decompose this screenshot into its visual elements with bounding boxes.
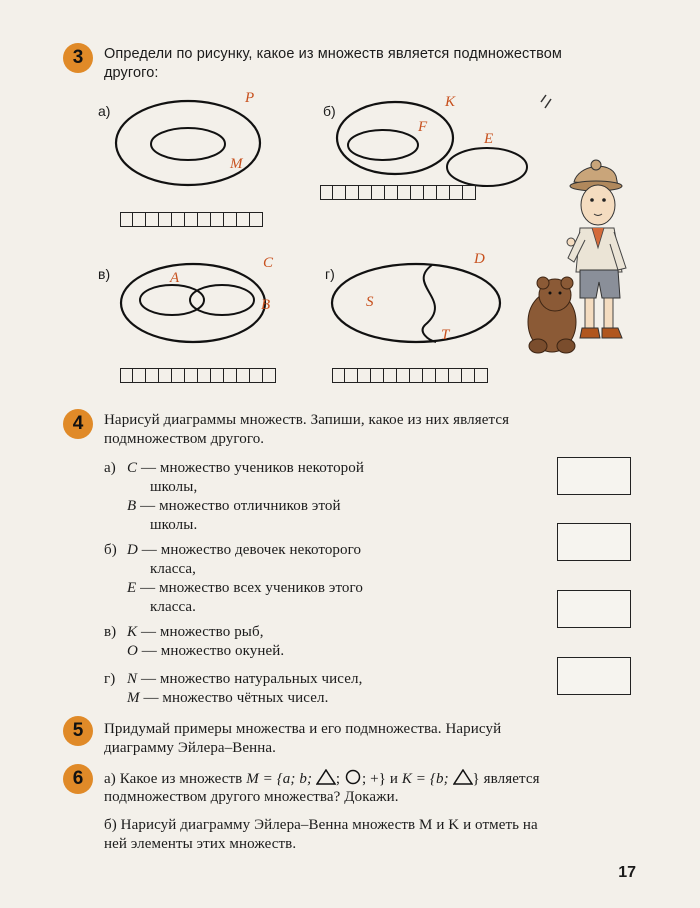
set-letter-g-outer: D (474, 251, 485, 267)
diagram-g-label: г) (325, 266, 335, 282)
task-4-item-v-line2: O — множество окуней. (127, 643, 285, 659)
set-letter-a-inner: M (230, 156, 243, 172)
diagram-v-outer-set (121, 264, 265, 342)
task-4-text-line1: Нарисуй диаграммы множеств. Запиши, какое из них является (104, 412, 510, 428)
task-4-item-g-line2: M — множество чётных чисел. (127, 690, 329, 706)
diagram-b-outer-set (337, 102, 453, 174)
task-4-answer-box-g[interactable] (557, 657, 631, 695)
answer-cells-b[interactable] (320, 185, 476, 200)
task-4-number: 4 (63, 409, 93, 439)
set-letter-v-left: A (170, 270, 180, 286)
task-6-a-line1: а) Какое из множеств M = {a; b; ; ; +} и K = {b; } является (104, 771, 540, 787)
task-4-item-b-line4: класса. (150, 599, 197, 615)
set-letter-v-right: B (261, 297, 271, 313)
set-letter-g-left: S (366, 294, 374, 310)
task-4-item-a-line2: школы, (150, 479, 198, 495)
task-4-item-b-line3: E — множество всех учеников этого (127, 580, 363, 596)
task-3-text-line2: другого: (104, 65, 159, 81)
answer-cells-v[interactable] (120, 368, 276, 383)
task-4-item-b-label: б) (104, 542, 117, 558)
task-4-item-v-label: в) (104, 624, 117, 640)
task-4-answer-box-a[interactable] (557, 457, 631, 495)
answer-cells-g[interactable] (332, 368, 488, 383)
set-letter-b-outer: K (445, 94, 456, 110)
task-4-item-a-line4: школы. (150, 517, 198, 533)
task-6-a-line2: подмножеством другого множества? Докажи. (104, 789, 399, 805)
task-4-item-b-line1: D — множество девочек некоторого (127, 542, 362, 558)
set-letter-v-outer: C (263, 255, 274, 271)
task-4-answer-box-b[interactable] (557, 523, 631, 561)
diagram-a-label: а) (98, 103, 111, 119)
task-4-item-a-label: а) (104, 460, 116, 476)
set-letter-g-right: T (441, 327, 450, 343)
set-letter-b-other: E (484, 131, 494, 147)
task-3-text-line1: Определи по рисунку, какое из множеств является подмножеством (104, 46, 562, 62)
diagram-b-other-set (447, 148, 527, 186)
task-5-text-line2: диаграмму Эйлера–Венна. (104, 740, 277, 756)
task-4-item-g-line1: N — множество натуральных чисел, (127, 671, 363, 687)
task-4-item-g-label: г) (104, 671, 116, 687)
diagram-a-inner-set (151, 128, 225, 160)
task-4-item-v-line1: K — множество рыб, (127, 624, 264, 640)
task-4-item-a-line3: B — множество отличников этой (127, 498, 341, 514)
diagram-b-inner-set (348, 130, 418, 160)
task-4-item-b-line2: класса, (150, 561, 197, 577)
task-6-number: 6 (63, 764, 93, 794)
task-4-answer-box-v[interactable] (557, 590, 631, 628)
triangle-icon (453, 769, 473, 785)
diagram-v-right-set (190, 285, 254, 315)
circle-icon (344, 769, 362, 785)
task-3-number: 3 (63, 43, 93, 73)
task-6-b-line1: б) Нарисуй диаграмму Эйлера–Венна множеств M и K и отметь на (104, 817, 538, 833)
diagram-b-label: б) (323, 103, 336, 119)
diagram-g-outer-set (332, 264, 500, 342)
task-4-item-a-line1: C — множество учеников некоторой (127, 460, 365, 476)
answer-cells-a[interactable] (120, 212, 263, 227)
diagram-g-divider (423, 265, 436, 342)
task-4-text-line2: подмножеством другого. (104, 431, 265, 447)
diagram-v-label: в) (98, 266, 111, 282)
page-number: 17 (618, 864, 636, 881)
task-5-number: 5 (63, 716, 93, 746)
triangle-icon (316, 769, 336, 785)
set-letter-b-inner: F (418, 119, 428, 135)
task-6-b-line2: ней элементы этих множеств. (104, 836, 297, 852)
task-5-text-line1: Придумай примеры множества и его подмножества. Нарисуй (104, 721, 502, 737)
diagram-v-left-set (140, 285, 204, 315)
set-letter-a-outer: P (245, 90, 255, 106)
